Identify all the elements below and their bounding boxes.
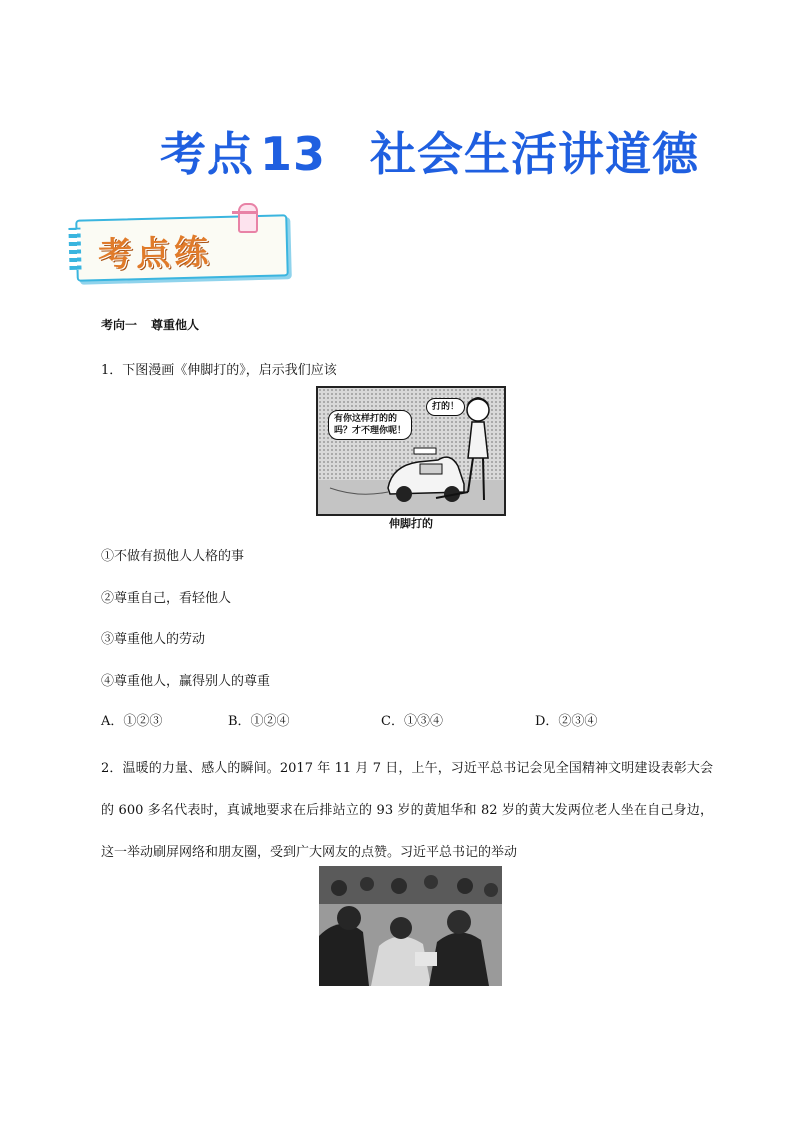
option-2: ②尊重自己，看轻他人 — [101, 591, 232, 606]
cartoon-caption: 伸脚打的 — [389, 517, 433, 530]
choice-b: B．①②④ — [228, 714, 290, 729]
cartoon-image — [316, 386, 504, 530]
choice-d: D．②③④ — [535, 714, 598, 729]
section-banner — [70, 207, 295, 282]
option-4: ④尊重他人，赢得别人的尊重 — [101, 674, 271, 689]
option-1: ①不做有损他人人格的事 — [101, 549, 245, 564]
section-heading — [101, 316, 199, 333]
question-2-stem: 2．温暖的力量、感人的瞬间。2017 年 11 月 7 日，上午，习近平总书记会见全国精神文明建设表彰大会的 600 多名代表时，真诚地要求在后排站立的 93 岁的黄旭华和 82 岁的黄大发两位老人坐在自己身边，这一举动刷屏网络和朋友圈，受到广大网友的点赞。习近平总书记的举动 — [101, 761, 713, 860]
title-number: 13 — [260, 127, 327, 181]
title-topic: 社会生活讲道德 — [370, 127, 700, 181]
paperclip-icon — [238, 203, 258, 233]
speech-bubble-driver — [328, 410, 412, 440]
bubble-line-2: 吗？才不理你呢！ — [334, 426, 407, 436]
question-1-stem: 1．下图漫画《伸脚打的》，启示我们应该 — [101, 363, 337, 378]
section-label: 考向一 — [101, 318, 138, 332]
choice-c: C．①③④ — [381, 714, 443, 729]
news-photo — [319, 866, 502, 986]
page-title — [160, 118, 740, 184]
bubble-line-1: 有你这样打的的 — [334, 414, 398, 424]
choice-a: A．①②③ — [101, 714, 163, 729]
title-prefix: 考点 — [160, 127, 254, 181]
speech-bubble-woman: 打的！ — [426, 398, 465, 416]
photo-drawing — [319, 866, 502, 986]
cartoon-drawing — [318, 388, 504, 514]
cartoon-frame — [316, 386, 506, 516]
section-topic: 尊重他人 — [151, 318, 200, 332]
option-3: ③尊重他人的劳动 — [101, 632, 206, 647]
banner-label: 考点练 — [97, 232, 213, 276]
